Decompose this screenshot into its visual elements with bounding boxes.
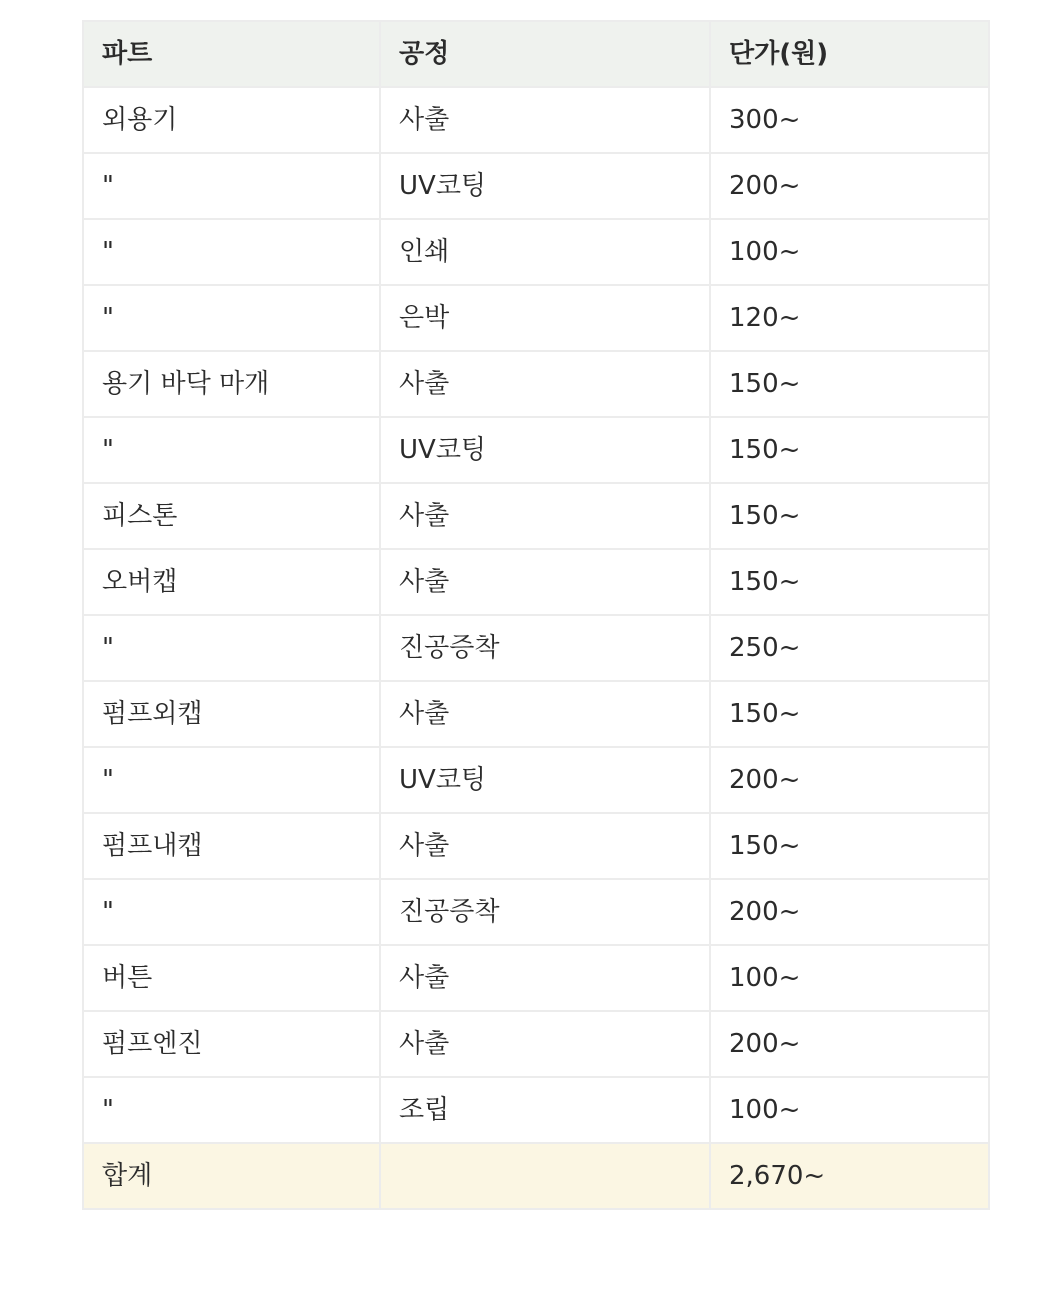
total-row [83,1143,989,1209]
header-part: 파트 [83,21,380,87]
header-process: 공정 [380,21,710,87]
cell-part: " [83,285,380,351]
cell-price: 200~ [710,1011,989,1077]
cell-process: 은박 [380,285,710,351]
cell-part: 외용기 [83,87,380,153]
cell-price: 100~ [710,1077,989,1143]
total-process [380,1143,710,1209]
cell-process: 사출 [380,549,710,615]
cell-price: 200~ [710,879,989,945]
table-row [83,747,989,813]
total-label: 합계 [83,1143,380,1209]
header-row [83,21,989,87]
cell-price: 300~ [710,87,989,153]
cell-part: " [83,1077,380,1143]
table-row [83,1077,989,1143]
cell-price: 200~ [710,153,989,219]
cell-part: 펌프외캡 [83,681,380,747]
cell-part: " [83,615,380,681]
cell-price: 100~ [710,219,989,285]
table-row [83,879,989,945]
table-row [83,417,989,483]
table-row [83,681,989,747]
table-row [83,1011,989,1077]
cell-process: 진공증착 [380,879,710,945]
total-price: 2,670~ [710,1143,989,1209]
cell-process: UV코팅 [380,747,710,813]
cell-part: " [83,879,380,945]
cell-price: 200~ [710,747,989,813]
table-row [83,615,989,681]
cell-price: 150~ [710,813,989,879]
cell-part: 피스톤 [83,483,380,549]
cell-price: 100~ [710,945,989,1011]
cell-process: UV코팅 [380,417,710,483]
table-row [83,483,989,549]
cell-price: 150~ [710,417,989,483]
cell-process: 사출 [380,483,710,549]
table-row [83,285,989,351]
table-footer [83,1143,989,1209]
table-row [83,87,989,153]
table-row [83,153,989,219]
cell-process: 사출 [380,1011,710,1077]
cell-process: 사출 [380,351,710,417]
cell-part: " [83,153,380,219]
table-body [83,87,989,1143]
cell-part: " [83,219,380,285]
table-row [83,549,989,615]
cell-process: UV코팅 [380,153,710,219]
cell-process: 인쇄 [380,219,710,285]
cell-price: 250~ [710,615,989,681]
table-row [83,219,989,285]
cell-process: 사출 [380,945,710,1011]
cell-price: 150~ [710,483,989,549]
cell-part: " [83,417,380,483]
cell-part: 용기 바닥 마개 [83,351,380,417]
cell-price: 150~ [710,681,989,747]
cell-process: 사출 [380,813,710,879]
cost-table [82,20,990,1210]
cell-part: 펌프엔진 [83,1011,380,1077]
cell-price: 150~ [710,351,989,417]
cell-part: 버튼 [83,945,380,1011]
cell-process: 진공증착 [380,615,710,681]
cell-price: 120~ [710,285,989,351]
table-row [83,813,989,879]
cell-part: 펌프내캡 [83,813,380,879]
header-unit-price: 단가(원) [710,21,989,87]
table-row [83,351,989,417]
cell-part: 오버캡 [83,549,380,615]
cell-price: 150~ [710,549,989,615]
cell-process: 사출 [380,681,710,747]
table-header [83,21,989,87]
cell-process: 조립 [380,1077,710,1143]
table-row [83,945,989,1011]
cell-part: " [83,747,380,813]
cell-process: 사출 [380,87,710,153]
